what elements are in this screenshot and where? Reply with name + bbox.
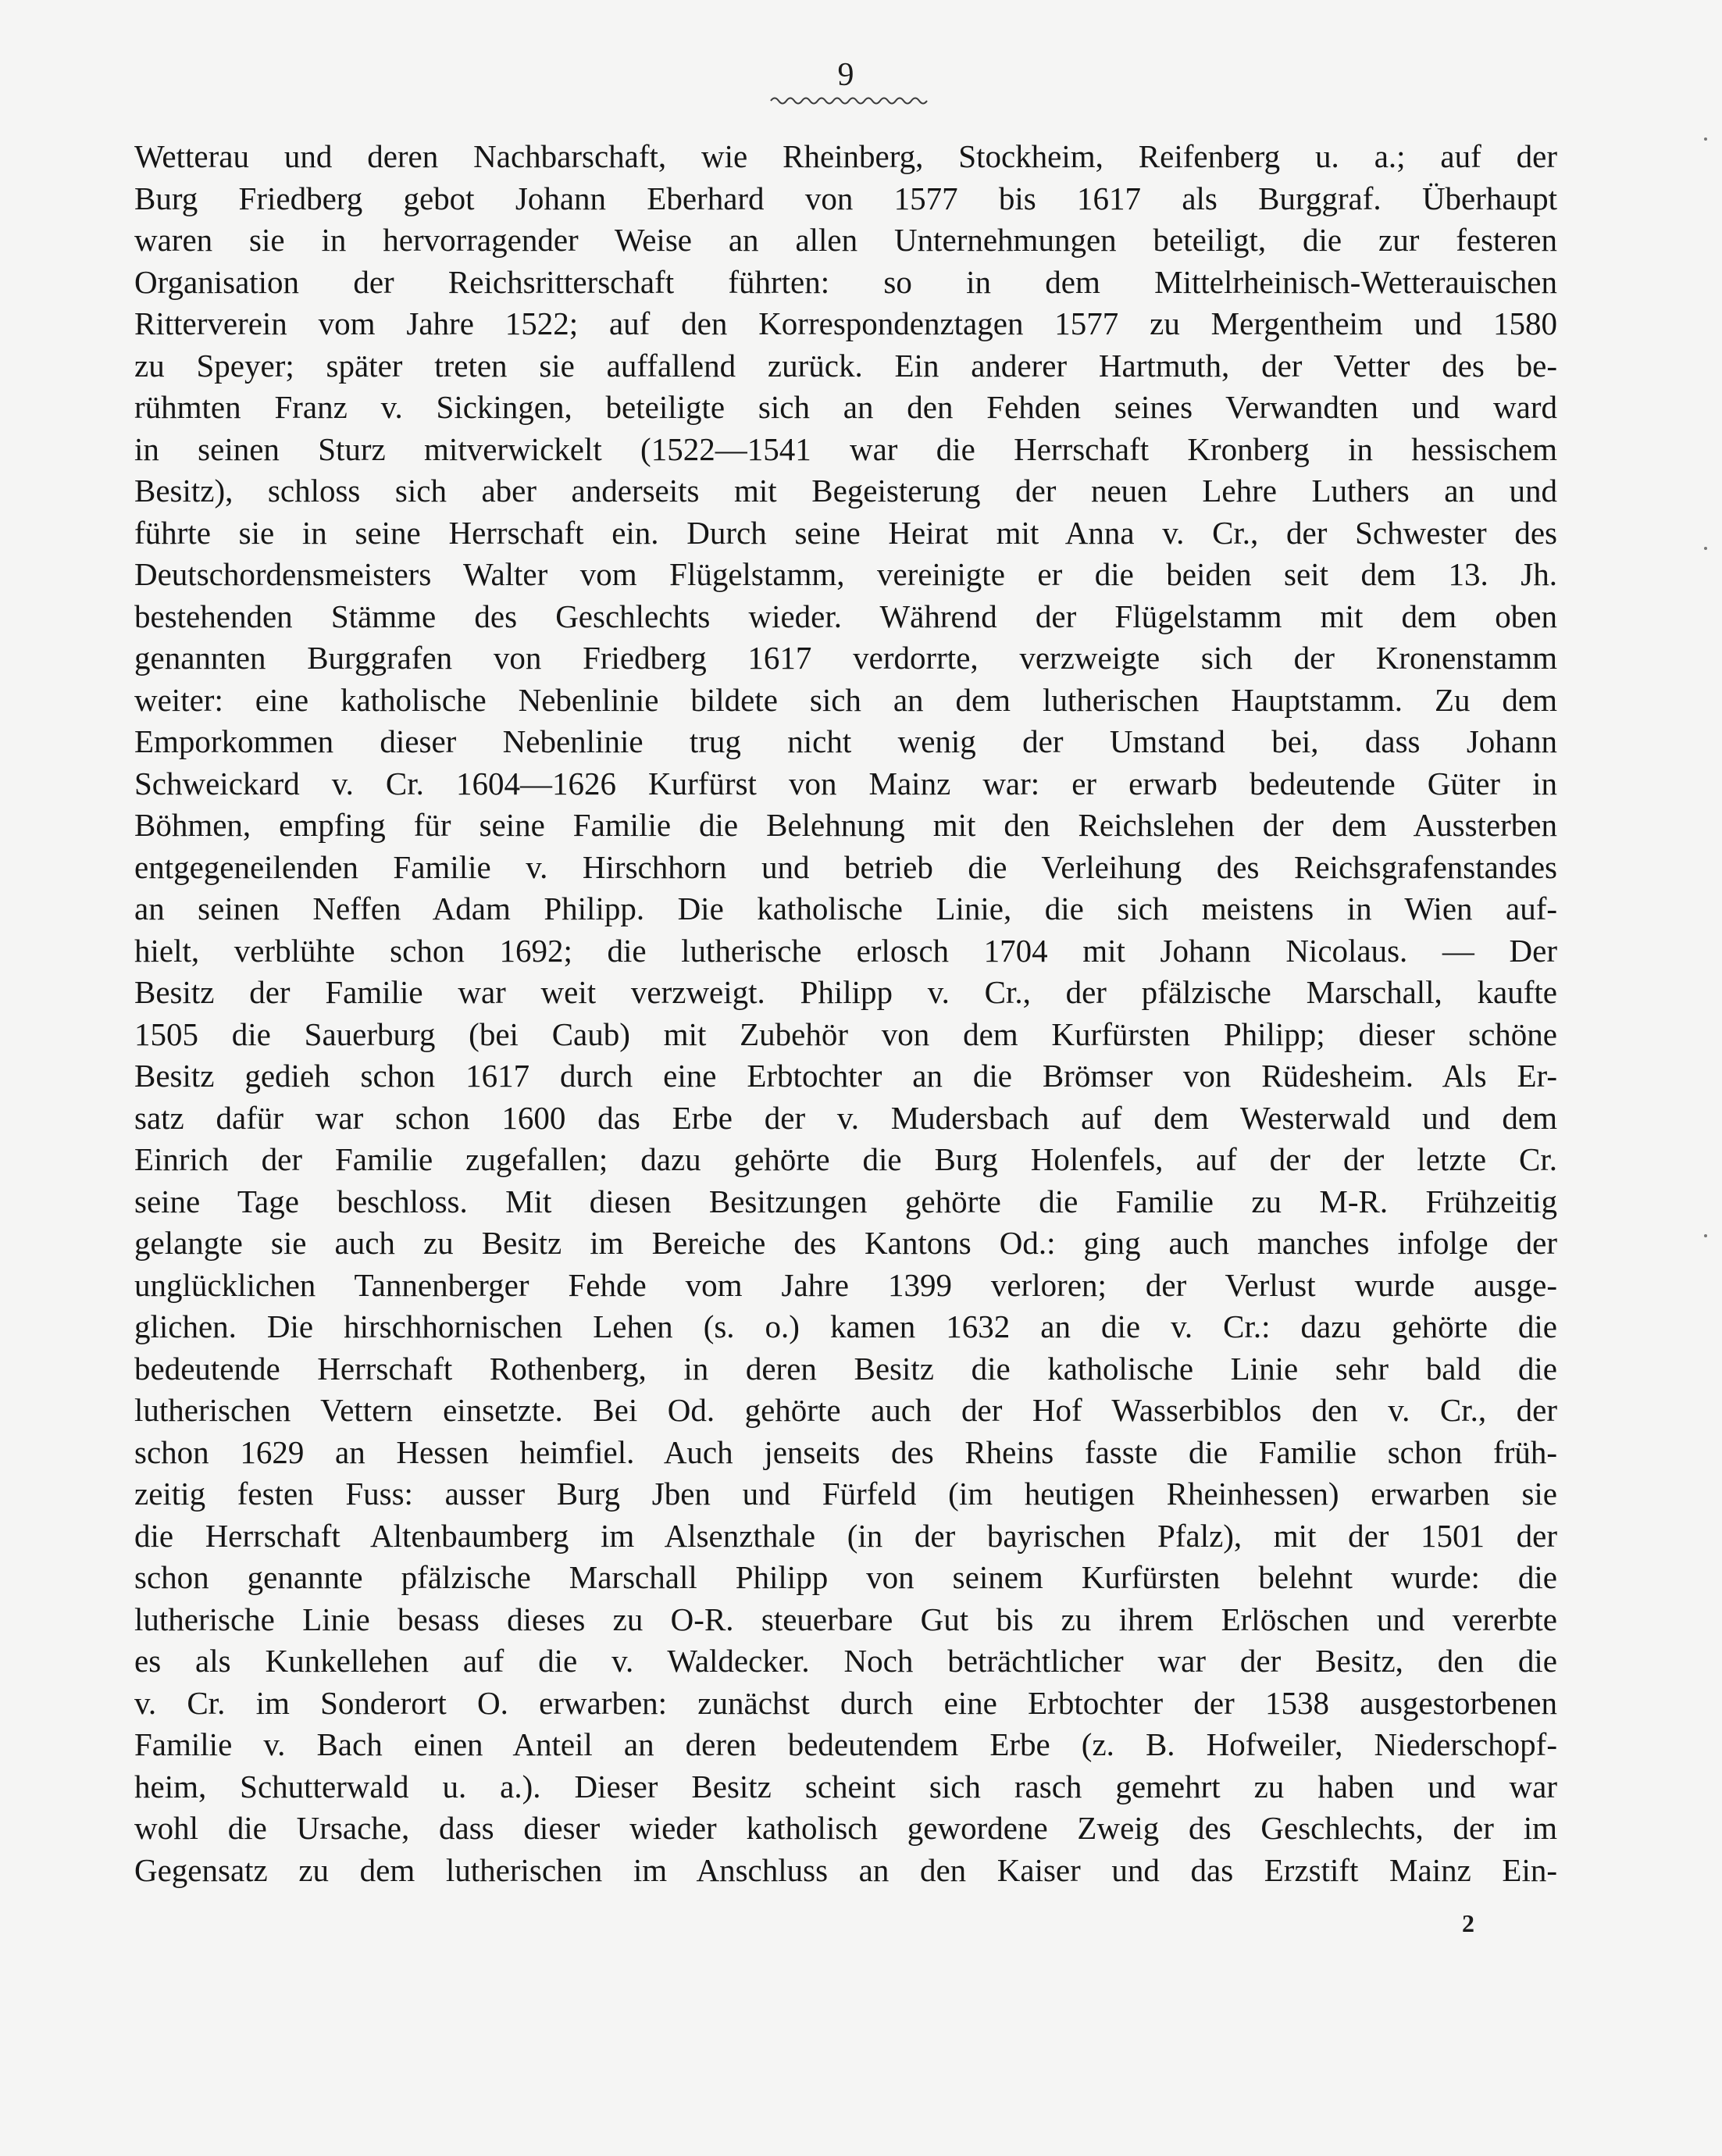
text-line: glichen. Die hirschhornischen Lehen (s. o.) kamen 1632 an die v. Cr.: dazu gehörte die bbox=[134, 1308, 1557, 1344]
text-line: weiter: eine katholische Nebenlinie bildete sich an dem lutherischen Hauptstamm. Zu dem bbox=[134, 681, 1557, 718]
text-line: zeitig festen Fuss: ausser Burg Jben und Fürfeld (im heutigen Rheinhessen) erwarben sie bbox=[134, 1476, 1557, 1512]
text-line: Burg Friedberg gebot Johann Eberhard von 1577 bis 1617 als Burggraf. Überhaupt bbox=[134, 180, 1557, 216]
text-line: Wetterau und deren Nachbarschaft, wie Rheinberg, Stockheim, Reifenberg u. a.; auf der bbox=[134, 138, 1557, 174]
text-line: in seinen Sturz mitverwickelt (1522—1541 war die Herrschaft Kronberg in hessischem bbox=[134, 430, 1557, 467]
text-line: seine Tage beschloss. Mit diesen Besitzungen gehörte die Familie zu M-R. Frühzeitig bbox=[134, 1183, 1557, 1219]
text-line: Ritterverein vom Jahre 1522; auf den Korrespondenztagen 1577 zu Mergentheim und 1580 bbox=[134, 305, 1557, 341]
text-line: bestehenden Stämme des Geschlechts wieder. Während der Flügelstamm mit dem oben bbox=[134, 598, 1557, 634]
ink-speck bbox=[1704, 547, 1707, 550]
ink-speck bbox=[1704, 1234, 1707, 1237]
text-line: Schweickard v. Cr. 1604—1626 Kurfürst von Mainz war: er erwarb bedeutende Güter in bbox=[134, 765, 1557, 801]
text-line: heim, Schutterwald u. a.). Dieser Besitz scheint sich rasch gemehrt zu haben und war bbox=[134, 1768, 1557, 1804]
text-line: Einrich der Familie zugefallen; dazu gehörte die Burg Holenfels, auf der der letzte Cr. bbox=[134, 1141, 1557, 1177]
text-line: es als Kunkellehen auf die v. Waldecker. Noch beträchtlicher war der Besitz, den die bbox=[134, 1643, 1557, 1679]
text-line: waren sie in hervorragender Weise an allen Unternehmungen beteiligt, die zur festeren bbox=[134, 222, 1557, 258]
text-line: an seinen Neffen Adam Philipp. Die katholische Linie, die sich meistens in Wien auf- bbox=[134, 891, 1557, 926]
text-line: schon genannte pfälzische Marschall Philipp von seinem Kurfürsten belehnt wurde: die bbox=[134, 1559, 1557, 1595]
wavy-rule-ornament bbox=[769, 94, 933, 108]
text-line: Organisation der Reichsritterschaft führten: so in dem Mittelrheinisch-Wetterauischen bbox=[134, 263, 1557, 300]
page-number: 9 bbox=[837, 57, 854, 93]
text-line: Böhmen, empfing für seine Familie die Belehnung mit den Reichslehen der dem Aussterben bbox=[134, 807, 1557, 843]
text-line: schon 1629 an Hessen heimfiel. Auch jenseits des Rheins fasste die Familie schon früh- bbox=[134, 1433, 1557, 1470]
text-line: rühmten Franz v. Sickingen, beteiligte sich an den Fehden seines Verwandten und ward bbox=[134, 389, 1557, 425]
body-text bbox=[134, 136, 1557, 1891]
text-line: satz dafür war schon 1600 das Erbe der v. Mudersbach auf dem Westerwald und dem bbox=[134, 1099, 1557, 1136]
text-line: Besitz gedieh schon 1617 durch eine Erbtochter an die Brömser von Rüdesheim. Als Er- bbox=[134, 1058, 1557, 1094]
text-line: wohl die Ursache, dass dieser wieder katholisch gewordene Zweig des Geschlechts, der im bbox=[134, 1810, 1557, 1846]
text-line: Familie v. Bach einen Anteil an deren bedeutendem Erbe (z. B. Hofweiler, Niederschopf- bbox=[134, 1726, 1557, 1762]
text-line: Gegensatz zu dem lutherischen im Anschluss an den Kaiser und das Erzstift Mainz Ein- bbox=[134, 1851, 1557, 1888]
text-line: Emporkommen dieser Nebenlinie trug nicht wenig der Umstand bei, dass Johann bbox=[134, 723, 1557, 759]
text-line: unglücklichen Tannenberger Fehde vom Jahre 1399 verloren; der Verlust wurde ausge- bbox=[134, 1266, 1557, 1303]
text-line: lutherischen Vettern einsetzte. Bei Od. gehörte auch der Hof Wasserbiblos den v. Cr., der bbox=[134, 1392, 1557, 1428]
text-line: 1505 die Sauerburg (bei Caub) mit Zubehör von dem Kurfürsten Philipp; dieser schöne bbox=[134, 1016, 1557, 1052]
text-line: Besitz der Familie war weit verzweigt. Philipp v. Cr., der pfälzische Marschall, kaufte bbox=[134, 974, 1557, 1010]
text-line: gelangte sie auch zu Besitz im Bereiche des Kantons Od.: ging auch manches infolge der bbox=[134, 1225, 1557, 1261]
text-line: Deutschordensmeisters Walter vom Flügelstamm, vereinigte er die beiden seit dem 13. Jh. bbox=[134, 556, 1557, 592]
printer-signature-mark: 2 bbox=[1462, 1909, 1474, 1937]
text-line: lutherische Linie besass dieses zu O-R. steuerbare Gut bis zu ihrem Erlöschen und vererbte bbox=[134, 1601, 1557, 1637]
text-line: führte sie in seine Herrschaft ein. Durch seine Heirat mit Anna v. Cr., der Schwester des bbox=[134, 514, 1557, 551]
text-line: v. Cr. im Sonderort O. erwarben: zunächst durch eine Erbtochter der 1538 ausgestorbenen bbox=[134, 1684, 1557, 1721]
text-line: zu Speyer; später treten sie auffallend zurück. Ein anderer Hartmuth, der Vetter des be- bbox=[134, 347, 1557, 384]
text-line: die Herrschaft Altenbaumberg im Alsenzthale (in der bayrischen Pfalz), mit der 1501 der bbox=[134, 1517, 1557, 1554]
text-line: hielt, verblühte schon 1692; die lutherische erlosch 1704 mit Johann Nicolaus. — Der bbox=[134, 932, 1557, 969]
text-line: genannten Burggrafen von Friedberg 1617 verdorrte, verzweigte sich der Kronenstamm bbox=[134, 640, 1557, 676]
text-line: bedeutende Herrschaft Rothenberg, in deren Besitz die katholische Linie sehr bald die bbox=[134, 1350, 1557, 1387]
text-line: Besitz), schloss sich aber anderseits mit Begeisterung der neuen Lehre Luthers an und bbox=[134, 473, 1557, 509]
text-line: entgegeneilenden Familie v. Hirschhorn und betrieb die Verleihung des Reichsgrafenstandes bbox=[134, 848, 1557, 885]
ink-speck bbox=[1704, 137, 1707, 141]
